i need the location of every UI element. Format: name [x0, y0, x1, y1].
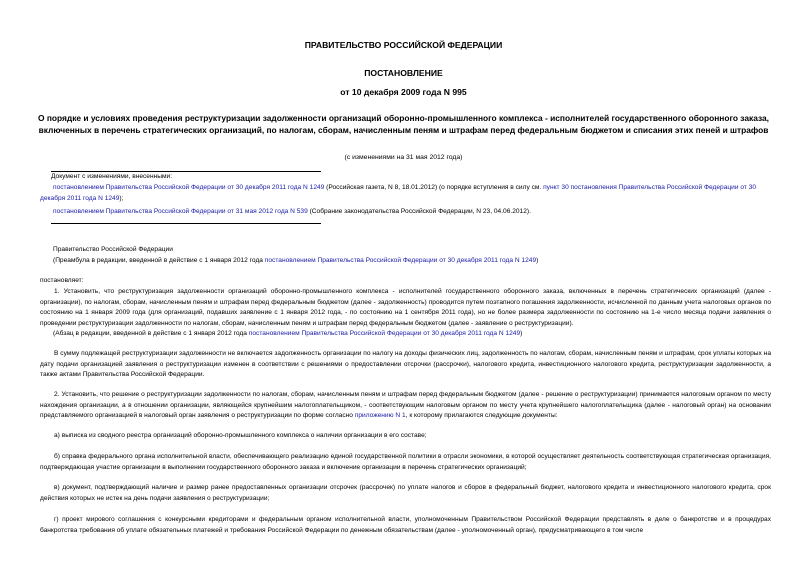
paragraph-2-text: 2. Установить, что решение о реструктуризации задолженности по налогам, сборам, начисленным пеням и штрафам перед федеральным бюджетом (далее - решение о реструктуризации) принимается налоговым органом по месту нахождения организации, а в отношении организации, являющейся крупнейшим налогоплательщиком, - соответствующим налоговым органом по месту учета крупнейшего налогоплательщика (далее - налоговый орган) на основании представляемого организацией в налоговый орган заявления о реструктуризации по форме согласно [40, 391, 771, 419]
document-type: ПОСТАНОВЛЕНИЕ [364, 68, 443, 78]
item-b: б) справка федерального органа исполнительной власти, обеспечивающего реализацию единой государственной политики в отрасли экономики, в которой осуществляет деятельность соответствующая стратегическая организация, подтверждающая участие организации в выполнении государственного оборонного заказа и включение организации в перечень стратегических организаций; [40, 453, 771, 471]
item-g: г) проект мирового соглашения с конкурсными кредиторами и федеральным органом исполнительной власти, уполномоченным Правительством Российской Федерации представлять в деле о банкротстве и в процедурах банкротства требования об уплате обязательных платежей и требования Российской Федерации по денежным обязательствам (далее - уполномоченный орган), предусматривающего в том числе [40, 516, 771, 534]
issuer-heading: ПРАВИТЕЛЬСТВО РОССИЙСКОЙ ФЕДЕРАЦИИ [304, 40, 503, 50]
preamble-note [53, 256, 771, 267]
amendment-2-text: (Собрание законодательства Российской Федерации, N 23, 04.06.2012). [307, 208, 531, 215]
amendment-2 [53, 207, 771, 218]
paragraph-1-note-end: ) [520, 330, 523, 337]
amendment-1-link2[interactable]: пункт 30 постановления Правительства Российской Федерации от 30 декабря 2011 года N 1249 [40, 184, 757, 202]
amendment-1-end: ); [119, 194, 124, 202]
paragraph-2 [40, 390, 771, 422]
amendment-1-link[interactable]: постановлением Правительства Российской Федерации от 30 декабря 2011 года N 1249 [53, 184, 325, 191]
document-title: О порядке и условиях проведения реструктуризации задолженности организаций оборонно-промышленного комплекса - исполнителей государственного оборонного заказа, включенных в перечень стратегических организаций, по налогам, сборам, начисленным пеням и штрафам перед федеральным бюджетом и списания этих пеней и штрафов [37, 113, 769, 135]
amendments-intro: Документ с изменениями, внесенными: [51, 173, 173, 180]
paragraph-1-note-text: (Абзац в редакции, введенной в действие с 1 января 2012 года [53, 330, 249, 337]
amendment-2-link[interactable]: постановлением Правительства Российской Федерации от 31 мая 2012 года N 539 [53, 208, 308, 215]
paragraph-1: 1. Установить, что реструктуризация задолженности организаций оборонно-промышленного комплекса - исполнителей государственного оборонного заказа, включенных в перечень стратегических организаций (далее - организации), по налогам, сборам, начисленным пеням и штрафам перед федеральным бюджетом (далее - задолженность) проводится путем поэтапного погашения задолженности, исчисленной по данным учета налоговых органов по состоянию на 1 января 2009 года (для организаций, подавших заявление с 1 января 2012 года, - по состоянию на 1 сентября 2011 года), но не более размера задолженности по состоянию на 1-е число месяца подачи заявления о проведении реструктуризации задолженности по налогам, сборам, начисленным пеням и штрафам перед федеральным бюджетом (далее - заявление о реструктуризации). [40, 288, 771, 327]
amendment-1 [40, 183, 771, 204]
revision-note: (с изменениями на 31 мая 2012 года) [344, 154, 463, 161]
amendment-1-text: (Российская газета, N 8, 18.01.2012) (о порядке вступления в силу см. [324, 184, 544, 191]
paragraph-1-note [53, 329, 771, 340]
decrees-label: постановляет: [40, 277, 84, 284]
divider-bottom [51, 223, 321, 224]
item-a: а) выписка из сводного реестра организаций оборонно-промышленного комплекса о наличии организации в его составе; [54, 432, 427, 439]
paragraph-2-end: , к которому прилагаются следующие документы: [405, 412, 558, 419]
item-v: в) документ, подтверждающий наличие и размер ранее предоставленных организации отсрочек (рассрочек) по уплате налогов и сборов в федеральный бюджет, налогового кредита и инвестиционного налогового кредита, срок действия которых не истек на день подачи заявления о реструктуризации; [40, 484, 771, 502]
paragraph-1-note-link[interactable]: постановлением Правительства Российской Федерации от 30 декабря 2011 года N 1249 [248, 330, 521, 337]
preamble-note-text: (Преамбула в редакции, введенной в действие с 1 января 2012 года [53, 257, 265, 264]
preamble-note-link[interactable]: постановлением Правительства Российской Федерации от 30 декабря 2011 года N 1249 [264, 257, 537, 264]
government-line: Правительство Российской Федерации [53, 246, 173, 253]
document-date: от 10 декабря 2009 года N 995 [340, 87, 467, 97]
preamble-note-end: ) [536, 257, 539, 264]
paragraph-2-link[interactable]: приложению N 1 [354, 412, 406, 419]
paragraph-1b: В сумму подлежащей реструктуризации задолженности не включается задолженность организации по налогу на доходы физических лиц, задолженность по налогам, сборам, начисленным пеням и штрафам, срок уплаты которых на дату подачи организацией заявления о реструктуризации изменен в соответствии с решениями о предоставлении отсрочки (рассрочки), налогового кредита, инвестиционного налогового кредита, реструктуризации задолженности, а также актами Правительства Российской Федерации. [40, 350, 771, 378]
